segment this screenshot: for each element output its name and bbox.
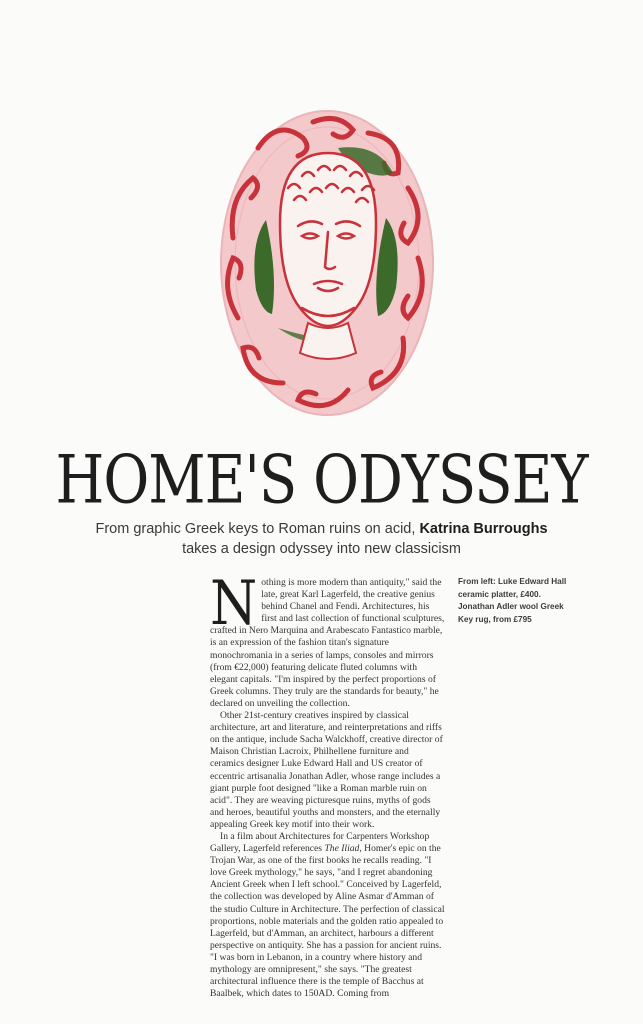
standfirst-text: From graphic Greek keys to Roman ruins on acid,	[95, 521, 420, 537]
platter-face-icon	[218, 108, 436, 418]
book-title: The Iliad	[324, 843, 360, 855]
author-name: Katrina Burroughs	[419, 521, 548, 537]
body-paragraph-2: Other 21st-century creatives inspired by classical architecture, art and literature, and reinterpretations and riffs on the antique, include Sacha Walckhoff, creative director of Maison Christian Lacroix, Philhellene furniture and ceramics designer Luke Edward Hall and US creator of eccentric artisanalia Jonathan Adler, whose range includes a giant purple foot designed "like a Roman marble ruin on acid". They are weaving picturesque ruins, myths of gods and heroes, beautiful youths and monsters, and the eternally appealing Greek key motif into their work.	[210, 710, 443, 830]
drop-cap: N	[210, 567, 258, 639]
body-paragraph-3	[210, 831, 445, 1000]
body-paragraph-1	[210, 567, 445, 710]
standfirst-text-2: takes a design odyssey into new classicism	[182, 541, 461, 557]
standfirst	[60, 519, 583, 559]
article-headline: HOME'S ODYSSEY	[55, 442, 588, 519]
body-text-3a: In a film about Architectures for Carpenters Workshop Gallery, Lagerfeld references	[210, 830, 430, 855]
article-body	[210, 567, 445, 1000]
image-caption: From left: Luke Edward Hall ceramic platter, £400. Jonathan Adler wool Greek Key rug, from £795	[458, 577, 567, 624]
body-text-3b: , Homer's epic on the Trojan War, as one of the first books he recalls reading. "I love Greek mythology," he says, "and I regret abandoning Ancient Greek when I left school." Conceived by Lagerfeld, the collection was developed by Aline Asmar d'Amman of the studio Culture in Architecture. The perfection of classical proportions, noble materials and the golden ratio appealed to Lagerfeld, but d'Amman, an architect, harbours a different perspective on antiquity. She has a passion for ancient ruins. "I was born in Lebanon, in a country where history and mythology are omnipresent," she says. "The greatest architectural influence there is the temple of Bacchus at Baalbek, which dates to 150AD. Coming from	[210, 843, 445, 1000]
body-text-1: othing is more modern than antiquity," said the late, great Karl Lagerfeld, the creative genius behind Chanel and Fendi. Architectures, his first and last collection of functional sculptures, crafted in Nero Marquina and Arabescato Fantastico marble, is an expression of the fashion titan's signature monochromania in a series of lamps, consoles and mirrors (from €22,000) featuring delicate fluted columns with elegant capitals. "I'm inspired by the perfect proportions of Greek columns. They truly are the standards for beauty," he declared on unveiling the collection.	[210, 577, 445, 709]
ceramic-platter-illustration	[218, 108, 436, 418]
